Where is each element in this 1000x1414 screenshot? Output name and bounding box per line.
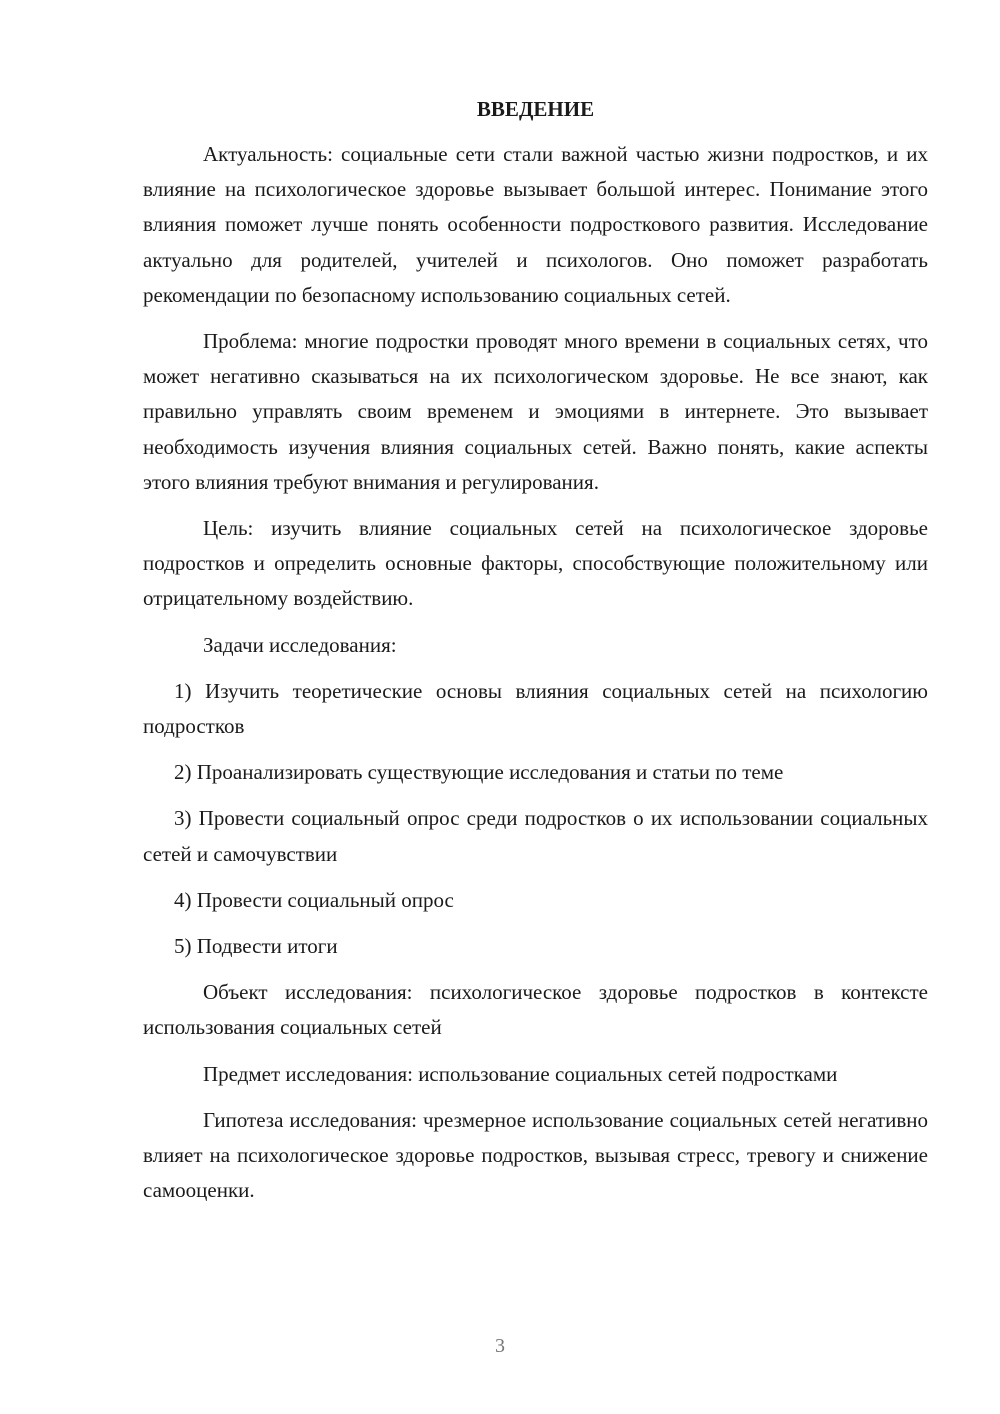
list-item: 2) Проанализировать существующие исследования и статьи по теме bbox=[174, 760, 784, 785]
problem-paragraph: Проблема: многие подростки проводят много времени в социальных сетях, что может негативно сказываться на их психологическом здоровье. Не все знают, как правильно управлять своим временем и эмоциями в интернете. Это вызывает необходимость изучения влияния социальных сетей. Важно понять, какие аспекты этого влияния требуют внимания и регулирования. bbox=[143, 329, 928, 494]
list-item: 4) Провести социальный опрос bbox=[174, 887, 454, 912]
object-paragraph: Объект исследования: психологическое здоровье подростков в контексте использования социальных сетей bbox=[143, 980, 928, 1040]
tasks-intro: Задачи исследования: bbox=[203, 632, 397, 657]
goal-paragraph: Цель: изучить влияние социальных сетей на психологическое здоровье подростков и определить основные факторы, способствующие положительному или отрицательному воздействию. bbox=[143, 516, 928, 611]
page-number: 3 bbox=[495, 1335, 505, 1357]
list-item: 1) Изучить теоретические основы влияния социальных сетей на психологию подростков bbox=[143, 678, 928, 739]
list-item: 3) Провести социальный опрос среди подростков о их использовании социальных сетей и самочувствии bbox=[143, 806, 928, 866]
relevance-paragraph: Актуальность: социальные сети стали важной частью жизни подростков, и их влияние на психологическое здоровье вызывает большой интерес. Понимание этого влияния поможет лучше понять особенности подросткового развития. Исследование актуально для родителей, учителей и психологов. Оно поможет разработать рекомендации по безопасному использованию социальных сетей. bbox=[143, 142, 928, 307]
list-item: 5) Подвести итоги bbox=[174, 934, 338, 959]
hypothesis-paragraph: Гипотеза исследования: чрезмерное использование социальных сетей негативно влияет на психологическое здоровье подростков, вызывая стресс, тревогу и снижение самооценки. bbox=[143, 1107, 928, 1203]
subject-paragraph: Предмет исследования: использование социальных сетей подростками bbox=[203, 1061, 838, 1086]
page-title: ВВЕДЕНИЕ bbox=[476, 97, 595, 121]
document-page bbox=[143, 92, 928, 1219]
